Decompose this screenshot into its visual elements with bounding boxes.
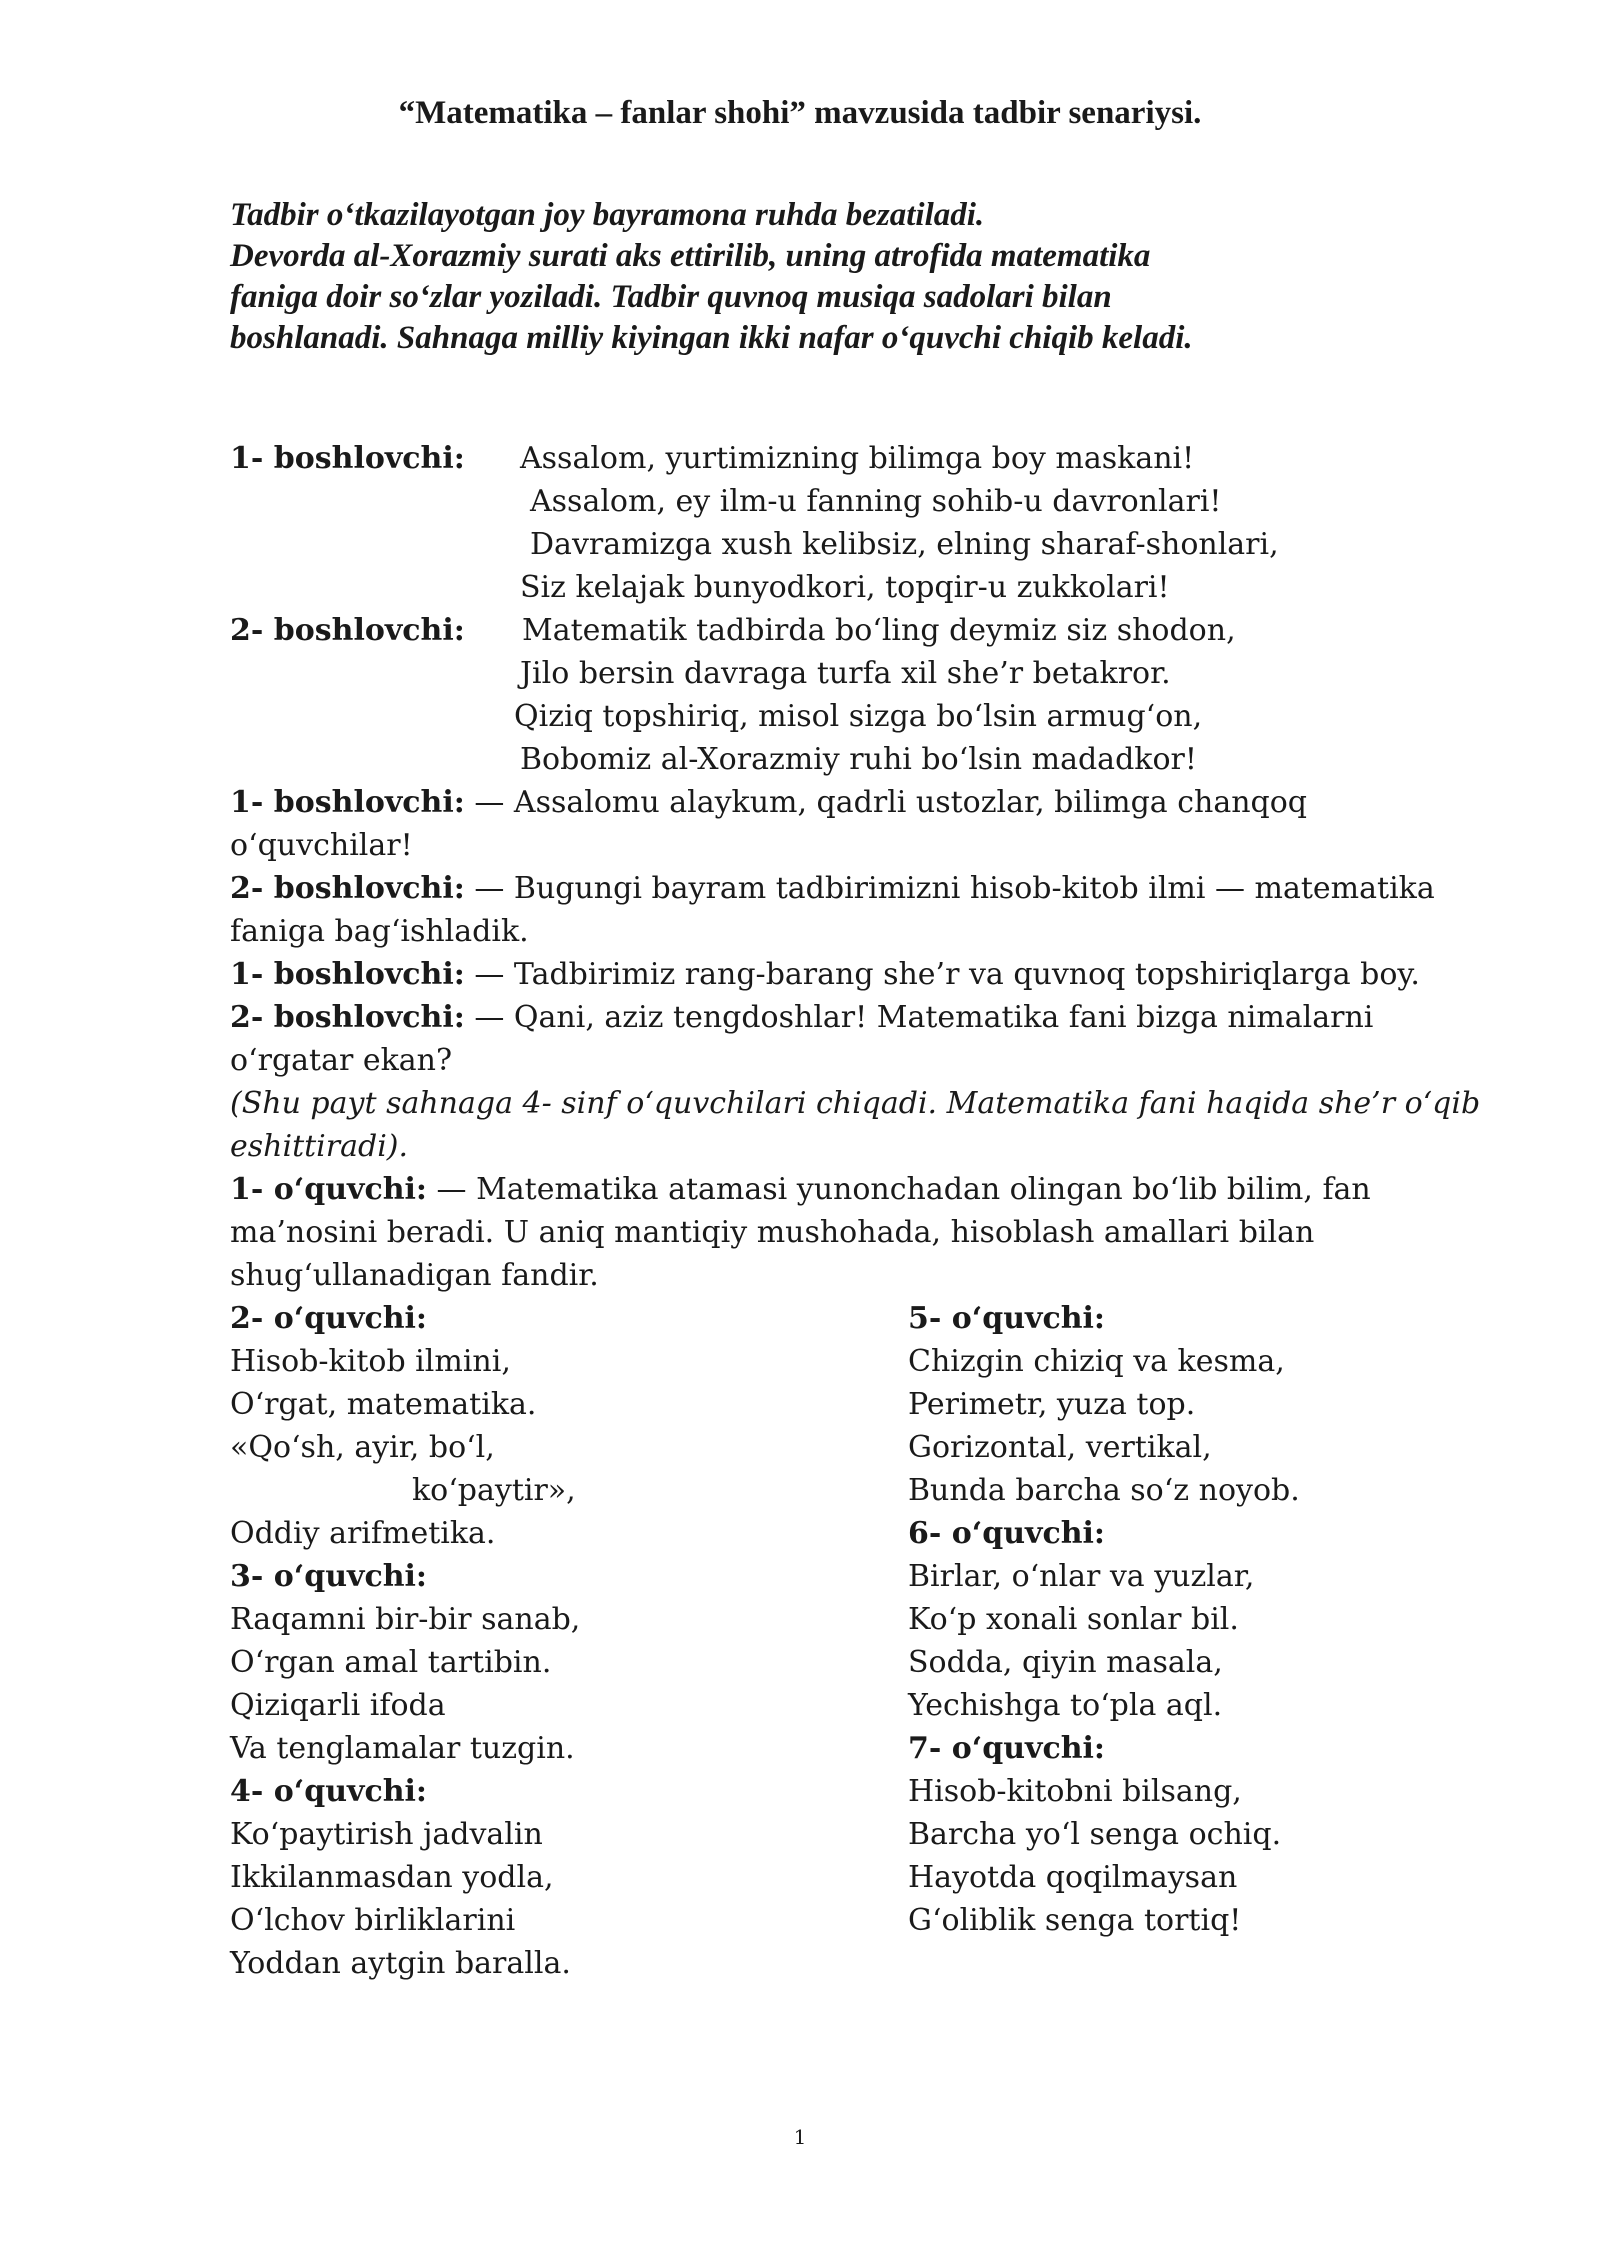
- poem-line: Birlar, o‘nlar va yuzlar,: [908, 1559, 1255, 1594]
- verse-line: Bobomiz al-Xorazmiy ruhi bo‘lsin madadkor!: [520, 742, 1197, 777]
- poem-line: Yechishga to‘pla aql.: [908, 1688, 1223, 1723]
- poem-line: ko‘paytir»,: [412, 1473, 576, 1508]
- speaker-label: 2- boshlovchi:: [230, 1000, 465, 1035]
- speaker-label: 1- boshlovchi:: [230, 957, 465, 992]
- speaker-label: 1- o‘quvchi:: [230, 1172, 427, 1207]
- poem-line: Perimetr, yuza top.: [908, 1387, 1196, 1422]
- verse-line: Assalom, ey ilm-u fanning sohib-u davronlari!: [530, 484, 1222, 519]
- speaker-label: 3- o‘quvchi:: [230, 1559, 427, 1594]
- verse-line: Qiziq topshiriq, misol sizga bo‘lsin armug‘on,: [514, 699, 1203, 734]
- dialogue-line: [230, 867, 1435, 910]
- intro-line: Tadbir o‘tkazilayotgan joy bayramona ruhda bezatiladi.: [230, 197, 985, 233]
- verse-line: Siz kelajak bunyodkori, topqir-u zukkolari!: [520, 570, 1170, 605]
- poem-line: Gorizontal, vertikal,: [908, 1430, 1212, 1465]
- dialogue-line: [230, 953, 1420, 996]
- poem-line: Bunda barcha so‘z noyob.: [908, 1473, 1300, 1508]
- dialogue-text: ma’nosini beradi. U aniq mantiqiy mushohada, hisoblash amallari bilan: [230, 1215, 1315, 1250]
- dialogue-line: [230, 781, 1307, 824]
- dialogue-text: — Matematika atamasi yunonchadan olingan bo‘lib bilim, fan: [427, 1172, 1371, 1207]
- poem-line: Chizgin chiziq va kesma,: [908, 1344, 1285, 1379]
- verse-line: Davramizga xush kelibsiz, elning sharaf-shonlari,: [530, 527, 1279, 562]
- verse-line: Matematik tadbirda bo‘ling deymiz siz shodon,: [522, 613, 1236, 648]
- poem-line: Ko‘p xonali sonlar bil.: [908, 1602, 1239, 1637]
- poem-line: Va tenglamalar tuzgin.: [230, 1731, 575, 1766]
- dialogue-text: faniga bag‘ishladik.: [230, 914, 529, 949]
- poem-line: G‘oliblik senga tortiq!: [908, 1903, 1242, 1938]
- poem-line: Hayotda qoqilmaysan: [908, 1860, 1238, 1895]
- dialogue-line: [230, 1168, 1371, 1211]
- poem-line: Raqamni bir-bir sanab,: [230, 1602, 581, 1637]
- dialogue-text: — Bugungi bayram tadbirimizni hisob-kitob ilmi — matematika: [464, 871, 1435, 906]
- dialogue-line: [230, 996, 1373, 1039]
- poem-line: Sodda, qiyin masala,: [908, 1645, 1223, 1680]
- intro-line: faniga doir so‘zlar yoziladi. Tadbir quvnoq musiqa sadolari bilan: [230, 279, 1112, 315]
- poem-line: Ko‘paytirish jadvalin: [230, 1817, 543, 1852]
- speaker-label: 2- boshlovchi:: [230, 613, 465, 648]
- stage-note: (Shu payt sahnaga 4- sinf o‘quvchilari chiqadi. Matematika fani haqida she’r o‘qib: [230, 1086, 1481, 1121]
- dialogue-text: — Qani, aziz tengdoshlar! Matematika fani bizga nimalarni: [464, 1000, 1374, 1035]
- speaker-label: 6- o‘quvchi:: [908, 1516, 1105, 1551]
- poem-line: Hisob-kitobni bilsang,: [908, 1774, 1242, 1809]
- poem-line: O‘rgan amal tartibin.: [230, 1645, 552, 1680]
- page-title: “Matematika – fanlar shohi” mavzusida tadbir senariysi.: [398, 95, 1202, 131]
- poem-line: Oddiy arifmetika.: [230, 1516, 496, 1551]
- dialogue-text: — Tadbirimiz rang-barang she’r va quvnoq topshiriqlarga boy.: [464, 957, 1420, 992]
- dialogue-text: o‘rgatar ekan?: [230, 1043, 453, 1078]
- poem-line: O‘rgat, matematika.: [230, 1387, 537, 1422]
- speaker-label: 1- boshlovchi:: [230, 785, 465, 820]
- dialogue-text: shug‘ullanadigan fandir.: [230, 1258, 599, 1293]
- stage-note: eshittiradi).: [230, 1129, 409, 1164]
- poem-line: Qiziqarli ifoda: [230, 1688, 446, 1723]
- poem-line: O‘lchov birliklarini: [230, 1903, 516, 1938]
- poem-line: «Qo‘sh, ayir, bo‘l,: [230, 1430, 495, 1465]
- speaker-label: 4- o‘quvchi:: [230, 1774, 427, 1809]
- speaker-label: 5- o‘quvchi:: [908, 1301, 1105, 1336]
- intro-line: Devorda al-Xorazmiy surati aks ettirilib, uning atrofida matematika: [230, 238, 1151, 274]
- intro-paragraph: [230, 195, 1480, 359]
- poem-line: Barcha yo‘l senga ochiq.: [908, 1817, 1282, 1852]
- speaker-label: 2- o‘quvchi:: [230, 1301, 427, 1336]
- dialogue-text: — Assalomu alaykum, qadrli ustozlar, bilimga chanqoq: [464, 785, 1308, 820]
- dialogue-text: o‘quvchilar!: [230, 828, 413, 863]
- speaker-label: 1- boshlovchi:: [230, 441, 465, 476]
- verse-line: Assalom, yurtimizning bilimga boy maskani!: [520, 441, 1195, 476]
- poem-line: Yoddan aytgin baralla.: [230, 1946, 571, 1981]
- poem-line: Ikkilanmasdan yodla,: [230, 1860, 554, 1895]
- intro-line: boshlanadi. Sahnaga milliy kiyingan ikki nafar o‘quvchi chiqib keladi.: [230, 320, 1193, 356]
- verse-line: Jilo bersin davraga turfa xil she’r betakror.: [520, 656, 1171, 691]
- speaker-label: 7- o‘quvchi:: [908, 1731, 1105, 1766]
- page-number: 1: [793, 2125, 807, 2149]
- poem-line: Hisob-kitob ilmini,: [230, 1344, 511, 1379]
- speaker-label: 2- boshlovchi:: [230, 871, 465, 906]
